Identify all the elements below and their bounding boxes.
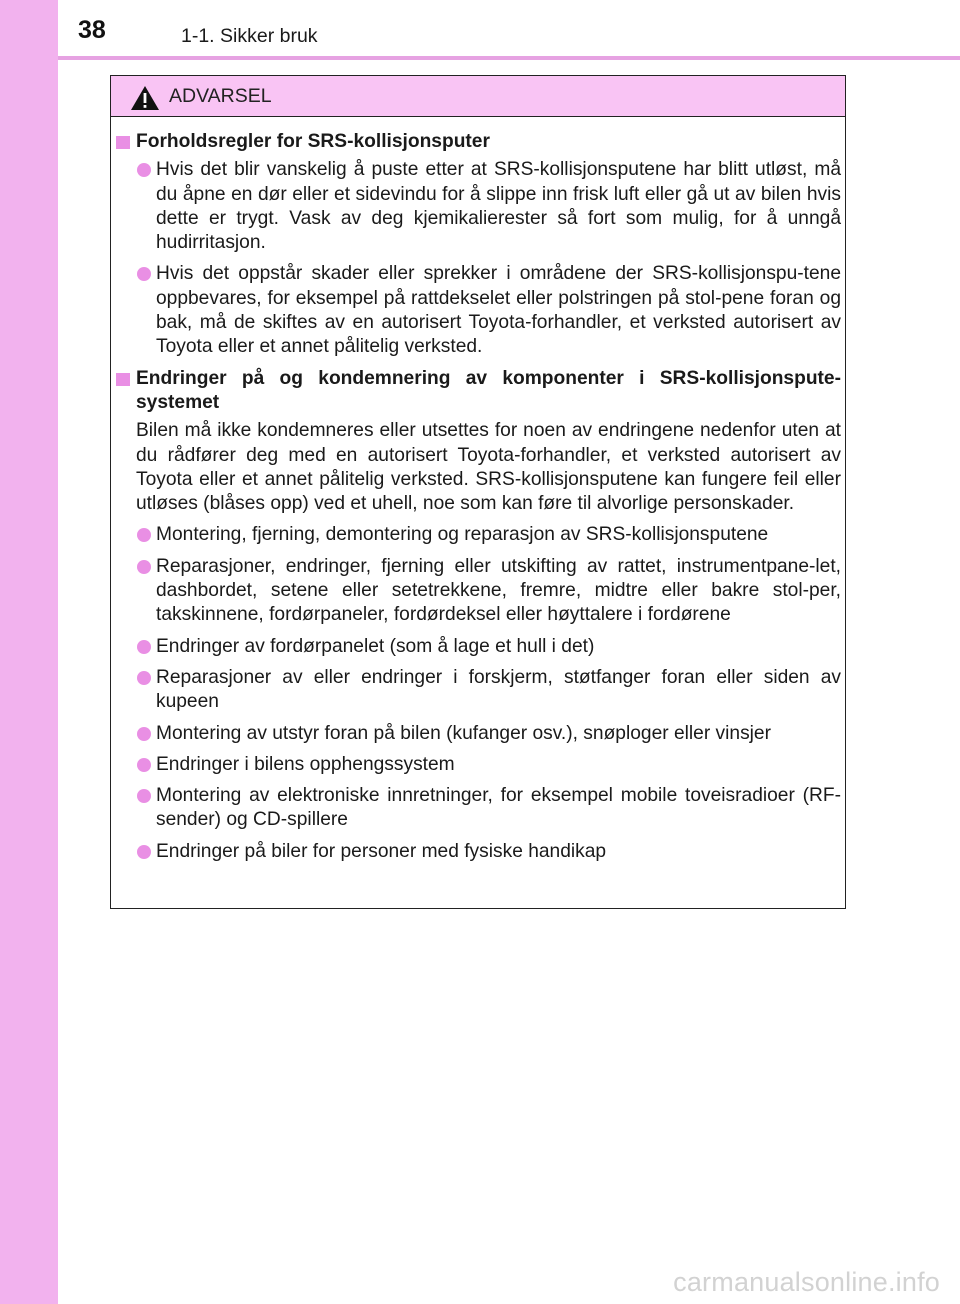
- list-item-text: Endringer på biler for personer med fysiske handikap: [156, 840, 607, 862]
- heading-text: Endringer på og kondemnering av komponenter i SRS-kollisjonspute-systemet: [136, 367, 841, 413]
- list-item: [115, 158, 841, 255]
- list-item: [115, 635, 841, 659]
- list-item-text: Hvis det blir vanskelig å puste etter at SRS-kollisjonsputene har blitt utløst, må du åpne en dør eller et sidevindu for å slippe inn frisk luft eller gå ut av bilen hvis dette er trygt. Vask av deg kjemikalierester så fort som mulig, for å unngå hudirritasjon.: [156, 159, 841, 254]
- section-heading: [115, 130, 841, 154]
- list-item: [115, 523, 841, 547]
- round-bullet-icon: [137, 727, 151, 741]
- warning-box: [110, 75, 846, 909]
- watermark-link[interactable]: carmanualsonline.info: [673, 1267, 940, 1297]
- square-bullet-icon: [116, 373, 130, 386]
- warning-content: [115, 130, 841, 871]
- section-intro: Bilen må ikke kondemneres eller utsettes for noen av endringene nedenfor uten at du rådfører deg med en autorisert Toyota-forhandler, et verksted autorisert av Toyota eller et annet pålitelig verksted. SRS-kollisjonsputene kan fungere feil eller utløses (blåses opp) ved et uhell, noe som kan føre til alvorlige personskader.: [136, 420, 841, 515]
- page-number: 38: [78, 16, 106, 44]
- round-bullet-icon: [137, 163, 151, 177]
- list-item-text: Hvis det oppstår skader eller sprekker i områdene der SRS-kollisjonspu-tene oppbevares, for eksempel på rattdekselet eller polstringen på stol-pene foran og bak, må de skiftes av en autorisert Toyota-forhandler, et verksted autorisert av Toyota eller et annet pålitelig verksted.: [156, 263, 841, 358]
- list-item-text: Endringer i bilens opphengssystem: [156, 753, 455, 775]
- round-bullet-icon: [137, 640, 151, 654]
- round-bullet-icon: [137, 845, 151, 859]
- header-divider: [58, 56, 960, 60]
- round-bullet-icon: [137, 560, 151, 574]
- section-heading: [115, 367, 841, 416]
- list-item-text: Reparasjoner, endringer, fjerning eller utskifting av rattet, instrumentpane-let, dashbordet, setene eller setetrekkene, fremre, midtre eller bakre stol-per, takskinnene, fordørpaneler, fordørdeksel eller høyttalere i fordørene: [156, 555, 841, 626]
- round-bullet-icon: [137, 671, 151, 685]
- heading-text: Forholdsregler for SRS-kollisjonsputer: [136, 131, 490, 152]
- list-item: [115, 784, 841, 833]
- round-bullet-icon: [137, 758, 151, 772]
- list-item: [115, 722, 841, 746]
- list-item: [115, 666, 841, 715]
- square-bullet-icon: [116, 136, 130, 149]
- list-item: [115, 753, 841, 777]
- list-item: [115, 555, 841, 628]
- side-color-strip: [0, 0, 58, 1304]
- list-item-text: Montering av utstyr foran på bilen (kufanger osv.), snøploger eller vinsjer: [156, 722, 771, 744]
- round-bullet-icon: [137, 528, 151, 542]
- list-item-text: Reparasjoner av eller endringer i forskjerm, støtfanger foran eller siden av kupeen: [156, 666, 841, 713]
- list-item-text: Endringer av fordørpanelet (som å lage et hull i det): [156, 635, 595, 657]
- section-title: 1-1. Sikker bruk: [181, 25, 318, 47]
- round-bullet-icon: [137, 789, 151, 803]
- warning-triangle-icon: [130, 85, 160, 111]
- round-bullet-icon: [137, 267, 151, 281]
- list-item-text: Montering, fjerning, demontering og reparasjon av SRS-kollisjonsputene: [156, 524, 769, 546]
- list-item: [115, 262, 841, 359]
- warning-label: ADVARSEL: [169, 85, 272, 107]
- list-item-text: Montering av elektroniske innretninger, for eksempel mobile toveisradioer (RF-sender) og CD-spillere: [156, 785, 841, 831]
- list-item: [115, 840, 841, 864]
- warning-header: [111, 76, 845, 117]
